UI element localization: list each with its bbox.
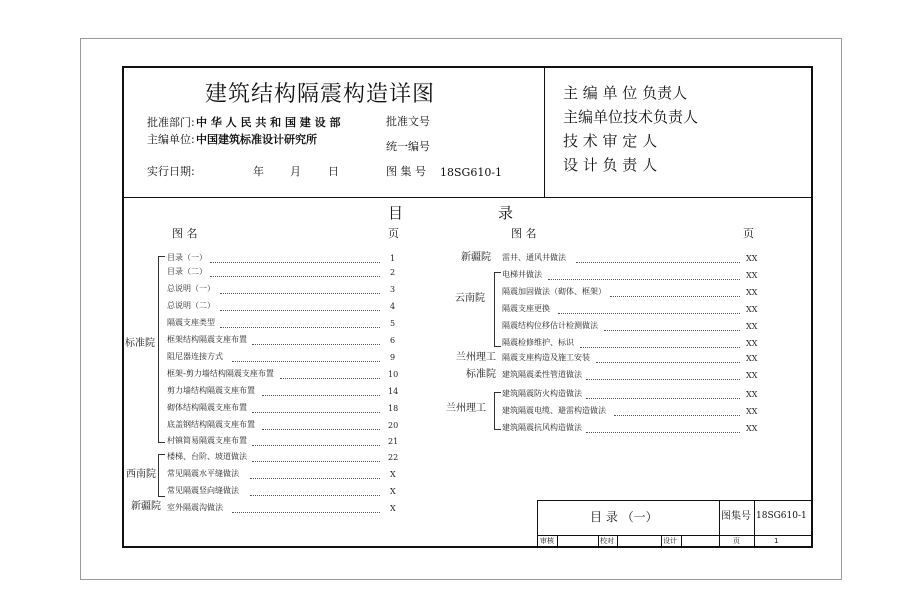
title-block-cell: [557, 535, 558, 548]
group-bracket: [158, 454, 165, 497]
list-item-page: 14: [388, 387, 399, 396]
list-item-page: XX: [746, 288, 758, 297]
list-item[interactable]: 框架-剪力墙结构隔震支座布置: [167, 369, 274, 378]
editor-unit: 中国建筑标准设计研究所: [196, 133, 317, 146]
check-label: 校对: [600, 537, 614, 545]
list-item-page: 5: [390, 319, 396, 328]
leader-dots: [262, 395, 380, 396]
list-item[interactable]: 建筑隔震防火构造做法: [502, 389, 582, 398]
title-block-left: [537, 500, 538, 548]
page-number: 1: [774, 537, 779, 545]
design-label: 设计: [663, 537, 677, 545]
list-item-page: XX: [746, 254, 758, 263]
impl-date-label: 实行日期:: [147, 165, 195, 178]
list-item[interactable]: 电梯井做法: [502, 270, 542, 279]
list-item[interactable]: 雷井、通风井做法: [502, 253, 566, 262]
leader-dots: [280, 378, 380, 379]
leader-dots: [576, 262, 740, 263]
list-item[interactable]: 剪力墙结构隔震支座布置: [167, 386, 255, 395]
leader-dots: [210, 276, 380, 277]
leader-dots: [548, 279, 740, 280]
list-item-page: XX: [746, 354, 758, 363]
title-block-mid: [537, 535, 813, 536]
group-bracket: [494, 392, 501, 430]
title-block-cell: [617, 535, 618, 548]
title-block-top: [537, 500, 813, 501]
leader-dots: [250, 478, 380, 479]
title-block-divider: [754, 500, 755, 548]
list-item[interactable]: 隔震结构位移估计检测做法: [502, 321, 598, 330]
approval-dept: 中 华 人 民 共 和 国 建 设 部: [196, 116, 341, 129]
list-item[interactable]: 阻尼器连接方式: [167, 352, 223, 361]
list-item[interactable]: 常见隔震水平缝做法: [167, 469, 239, 478]
date-day: 日: [328, 165, 339, 178]
editor-unit-label: 主编单位:: [147, 133, 195, 146]
sheet-title: 目 录 （一）: [590, 510, 658, 524]
list-item-page: XX: [746, 390, 758, 399]
date-month: 月: [290, 165, 301, 178]
toc-left-col-page: 页: [388, 227, 399, 240]
leader-dots: [232, 512, 380, 513]
toc-title-left: 目: [388, 204, 404, 222]
responsible-design-lead: 设 计 负 责 人: [563, 156, 658, 174]
list-item[interactable]: 砌体结构隔震支座布置: [167, 403, 247, 412]
list-item[interactable]: 底盖钢结构隔震支座布置: [167, 420, 255, 429]
leader-dots: [252, 412, 380, 413]
list-item-page: 22: [388, 453, 399, 462]
header-vertical-divider: [544, 66, 545, 197]
list-item-page: 10: [388, 370, 399, 379]
list-item-page: 21: [388, 437, 399, 446]
title-block-atlas-no: 18SG610-1: [756, 511, 807, 521]
list-item-page: XX: [746, 271, 758, 280]
title-block-atlas-label: 图集号: [721, 511, 751, 522]
leader-dots: [210, 262, 380, 263]
list-item-page: XX: [746, 305, 758, 314]
responsible-tech-reviewer: 技 术 审 定 人: [563, 132, 658, 150]
list-item-page: X: [390, 470, 396, 479]
group-label: 新疆院: [461, 252, 491, 263]
list-item-page: X: [390, 504, 396, 513]
group-label: 新疆院: [131, 501, 161, 512]
group-label: 西南院: [126, 469, 156, 480]
list-item[interactable]: 目录（二）: [167, 267, 207, 276]
list-item-page: XX: [746, 322, 758, 331]
group-bracket: [494, 272, 501, 347]
list-item[interactable]: 总说明（一）: [167, 284, 215, 293]
list-item[interactable]: 楼梯、台阶、坡道做法: [167, 452, 247, 461]
title-block-divider: [719, 500, 720, 548]
leader-dots: [252, 344, 380, 345]
responsible-tech-lead: 主编单位技术负责人: [563, 108, 699, 126]
list-item[interactable]: 隔震支座类型: [167, 318, 215, 327]
list-item[interactable]: 常见隔震竖向缝做法: [167, 486, 239, 495]
list-item[interactable]: 建筑隔震抗风构造做法: [502, 423, 582, 432]
leader-dots: [614, 415, 740, 416]
leader-dots: [604, 330, 740, 331]
title-block-cell: [598, 535, 599, 548]
toc-title-right: 录: [498, 204, 514, 222]
header-divider: [122, 197, 813, 198]
leader-dots: [610, 296, 740, 297]
leader-dots: [252, 461, 380, 462]
date-year: 年: [253, 165, 264, 178]
group-label: 兰州理工: [456, 352, 496, 363]
group-bracket: [158, 256, 165, 443]
toc-right-col-page: 页: [743, 227, 754, 240]
leader-dots: [580, 347, 740, 348]
atlas-no: 18SG610-1: [440, 166, 503, 179]
group-label: 标准院: [466, 369, 496, 380]
list-item[interactable]: 隔震支座更换: [502, 304, 550, 313]
list-item[interactable]: 隔震检修维护、标识: [502, 338, 574, 347]
list-item-page: XX: [746, 339, 758, 348]
approval-no-label: 批准文号: [386, 115, 430, 128]
list-item-page: XX: [746, 407, 758, 416]
toc-right-col-name: 图 名: [511, 227, 537, 240]
list-item-page: 18: [388, 404, 399, 413]
list-item[interactable]: 隔震支座构造及施工安装: [502, 353, 590, 362]
leader-dots: [220, 310, 380, 311]
review-label: 审核: [540, 537, 554, 545]
leader-dots: [250, 495, 380, 496]
leader-dots: [262, 429, 380, 430]
approval-dept-label: 批准部门:: [147, 116, 195, 129]
list-item[interactable]: 隔震加固做法（砌体、框架）: [502, 287, 606, 296]
title-block-cell: [661, 535, 662, 548]
list-item[interactable]: 建筑隔震电缆、避雷构造做法: [502, 406, 606, 415]
list-item-page: 4: [390, 302, 396, 311]
group-label: 标准院: [125, 338, 155, 349]
page-label: 页: [733, 537, 740, 545]
list-item[interactable]: 建筑隔震柔性管道做法: [502, 370, 582, 379]
toc-left-col-name: 图 名: [172, 227, 198, 240]
leader-dots: [558, 313, 740, 314]
list-item-page: 3: [390, 285, 396, 294]
unified-no-label: 统一编号: [386, 140, 430, 153]
list-item-page: 2: [390, 268, 396, 277]
leader-dots: [252, 445, 380, 446]
leader-dots: [586, 379, 740, 380]
list-item[interactable]: 目录（一）: [167, 253, 207, 262]
title-block-cell: [681, 535, 682, 548]
leader-dots: [220, 293, 380, 294]
responsible-editor-unit: 主 编 单 位 负责人: [563, 84, 688, 102]
list-item-page: 9: [390, 353, 396, 362]
leader-dots: [596, 362, 740, 363]
list-item-page: XX: [746, 371, 758, 380]
leader-dots: [220, 327, 380, 328]
list-item-page: 1: [390, 254, 396, 263]
list-item[interactable]: 村镇简易隔震支座布置: [167, 436, 247, 445]
leader-dots: [232, 361, 380, 362]
list-item[interactable]: 总说明（二）: [167, 301, 215, 310]
list-item-page: X: [390, 487, 396, 496]
group-label: 兰州理工: [446, 403, 486, 414]
leader-dots: [586, 398, 740, 399]
leader-dots: [586, 432, 740, 433]
drawing-title: 建筑结构隔震构造详图: [205, 82, 436, 107]
list-item[interactable]: 室外隔震沟做法: [167, 503, 223, 512]
list-item-page: XX: [746, 424, 758, 433]
list-item-page: 20: [388, 421, 399, 430]
list-item[interactable]: 框架结构隔震支座布置: [167, 335, 247, 344]
group-label: 云南院: [455, 293, 485, 304]
atlas-no-label: 图 集 号: [386, 165, 426, 178]
list-item-page: 6: [390, 336, 396, 345]
